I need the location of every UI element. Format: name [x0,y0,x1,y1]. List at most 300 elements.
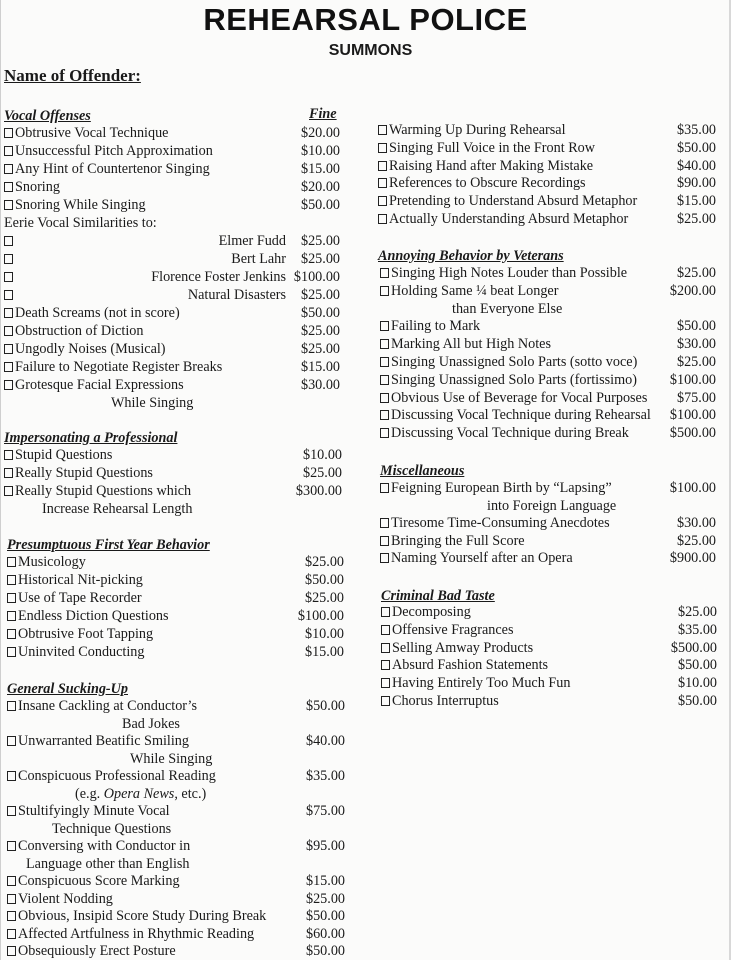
checkbox-icon[interactable] [381,696,390,706]
offense-label [381,674,570,692]
checkbox-icon[interactable] [7,736,16,746]
fine-amount: $50.00 [676,318,716,335]
checkbox-icon[interactable] [378,196,387,206]
offense-text: Unwarranted Beatific Smiling [18,733,189,749]
offense-text: Absurd Fashion Statements [392,657,549,674]
offense-text: Uninvited Conducting [18,644,145,660]
checkbox-icon[interactable] [378,161,387,171]
offense-text: References to Obscure Recordings [389,175,586,192]
offense-label [381,621,513,639]
section-heading-miscellaneous: Miscellaneous [380,463,465,479]
offense-row [7,571,344,589]
checkbox-icon[interactable] [380,357,389,367]
fine-amount: $30.00 [300,377,340,393]
offense-row [7,942,345,960]
offense-row [7,607,344,625]
offense-text: Conversing with Conductor in [18,838,191,854]
fine-amount: $300.00 [295,483,342,499]
offense-text: Endless Diction Questions [18,608,169,624]
offense-label [151,268,286,286]
offense-label [4,160,210,178]
checkbox-icon[interactable] [380,339,389,349]
fine-amount: $50.00 [305,943,345,959]
offense-text: Tiresome Time-Consuming Anecdotes [391,515,610,531]
document-title: REHEARSAL POLICE [203,2,528,37]
fine-amount: $25.00 [300,341,340,357]
offense-row [378,174,716,192]
offense-text: Stupid Questions [15,447,113,463]
offense-continuation: While Singing [130,750,213,767]
offense-text: Decomposing [392,604,471,620]
similarity-row [4,232,340,250]
checkbox-icon[interactable] [7,841,16,851]
checkbox-icon[interactable] [4,308,13,318]
fine-amount: $25.00 [300,233,340,249]
offense-label [188,286,286,304]
fine-amount: $50.00 [300,197,340,213]
similarity-row [4,286,340,304]
fine-amount: $50.00 [305,698,345,714]
fine-amount: $25.00 [304,554,344,570]
checkbox-icon[interactable] [378,125,387,135]
offense-text: Obtrusive Vocal Technique [15,125,169,141]
offense-label [7,643,145,661]
fine-amount: $90.00 [676,175,716,192]
publication-name: Opera News [103,785,175,802]
offense-row [7,643,344,661]
offense-label [231,250,286,268]
offense-label [380,549,573,567]
offense-label [7,732,189,750]
offense-label [380,479,612,497]
offense-row [7,732,345,750]
offense-row [7,890,345,908]
offense-row [4,196,340,214]
offense-text: Florence Foster Jenkins [151,269,286,285]
offense-continuation: Bad Jokes [122,715,180,732]
offense-row [380,479,716,497]
offense-row [378,121,716,139]
offense-row [378,210,716,228]
checkbox-icon[interactable] [4,236,13,246]
offense-label [378,157,593,175]
checkbox-icon[interactable] [4,362,13,372]
offense-row [4,160,340,178]
offense-label [378,192,637,210]
offense-label [4,358,222,376]
offense-text: Conspicuous Professional Reading [18,768,216,784]
offense-label [7,872,180,890]
checkbox-icon[interactable] [381,643,390,653]
offense-text: Historical Nit-picking [18,572,143,588]
offense-text: Singing Unassigned Solo Parts (fortissimo) [391,371,637,388]
checkbox-icon[interactable] [381,625,390,635]
offense-row [7,872,345,890]
offense-label [378,121,566,139]
checkbox-icon[interactable] [381,607,390,617]
checkbox-icon[interactable] [7,946,16,956]
fine-amount: $30.00 [676,515,716,531]
checkbox-icon[interactable] [7,611,16,621]
checkbox-icon[interactable] [380,410,389,420]
checkbox-icon[interactable] [380,375,389,385]
section-heading-vocal-offenses: Vocal Offenses [4,108,91,124]
section-heading-sucking-up: General Sucking-Up [7,681,128,697]
offense-label [4,196,146,214]
fine-amount: $75.00 [676,389,716,406]
fine-amount: $95.00 [305,838,345,854]
offense-row [381,621,717,639]
checkbox-icon[interactable] [4,164,13,174]
offense-label [378,210,628,228]
offense-label [4,124,168,142]
offense-label [4,340,166,358]
offense-row [380,264,716,282]
checkbox-icon[interactable] [4,200,13,210]
offense-label [4,178,60,196]
offense-text: Stultifyingly Minute Vocal [18,803,170,819]
offense-label [378,174,586,192]
fine-amount: $10.00 [302,447,342,463]
offender-name-label: Name of Offender: [4,66,141,85]
offense-row [4,358,340,376]
offense-label [7,571,143,589]
checkbox-icon[interactable] [7,771,16,781]
fine-amount: $15.00 [300,359,340,375]
eerie-similarities-label: Eerie Vocal Similarities to: [4,215,157,231]
offense-text: Pretending to Understand Absurd Metaphor [389,193,638,210]
offense-label [4,322,143,340]
checkbox-icon[interactable] [7,911,16,921]
fine-amount: $25.00 [677,604,717,620]
offense-label [381,639,533,657]
offense-label [380,335,551,353]
offense-row [380,514,716,532]
checkbox-icon[interactable] [380,268,389,278]
offense-label [7,767,216,785]
checkbox-icon[interactable] [381,678,390,688]
offense-text: Affected Artfulness in Rhythmic Reading [18,925,255,942]
offense-continuation: into Foreign Language [487,497,617,514]
checkbox-icon[interactable] [380,393,389,403]
offense-label [4,142,213,160]
offense-continuation: Technique Questions [52,820,172,837]
fine-amount: $75.00 [305,803,345,819]
fine-amount: $40.00 [676,157,716,174]
checkbox-icon[interactable] [7,876,16,886]
offense-label [380,353,637,371]
fine-amount: $100.00 [297,608,344,624]
offense-label [7,907,266,925]
checkbox-icon[interactable] [7,593,16,603]
offense-text: Failure to Negotiate Register Breaks [15,359,223,375]
checkbox-icon[interactable] [7,701,16,711]
document-subtitle: SUMMONS [328,42,413,59]
fine-amount: $25.00 [676,211,716,227]
offense-label [380,532,525,550]
offense-row [381,656,717,674]
fine-amount: $50.00 [300,305,340,321]
offense-text: Chorus Interruptus [392,693,499,709]
offense-text: Selling Amway Products [392,639,534,656]
offense-label [7,925,254,943]
checkbox-icon[interactable] [380,321,389,331]
offense-row [380,549,716,567]
offense-row [380,282,716,300]
checkbox-icon[interactable] [378,178,387,188]
checkbox-icon[interactable] [378,143,387,153]
section-heading-first-year: Presumptuous First Year Behavior [7,537,210,553]
fine-amount: $35.00 [305,768,345,784]
offense-text: Grotesque Facial Expressions [15,377,184,393]
offense-row [378,157,716,175]
fine-amount: $900.00 [669,550,716,566]
checkbox-icon[interactable] [380,518,389,528]
offense-row [380,317,716,335]
offense-text: Elmer Fudd [218,233,286,249]
checkbox-icon[interactable] [380,428,389,438]
offense-label [380,514,610,532]
offense-text: Obvious Use of Beverage for Vocal Purposes [391,389,648,406]
fine-amount: $25.00 [304,590,344,606]
fine-amount: $50.00 [677,693,717,709]
offense-text: Musicology [18,554,86,570]
fine-amount: $25.00 [676,532,716,549]
offense-text: Discussing Vocal Technique during Rehearsal [391,407,651,424]
offense-label [7,697,197,715]
checkbox-icon[interactable] [4,290,13,300]
fine-column-header: Fine [309,106,337,122]
checkbox-icon[interactable] [380,483,389,493]
offense-label [7,890,113,908]
offense-text: Obvious, Insipid Score Study During Break [18,908,267,924]
fine-amount: $100.00 [669,371,716,388]
checkbox-icon[interactable] [4,380,13,390]
checkbox-icon[interactable] [7,575,16,585]
offense-label [4,446,112,464]
checkbox-icon[interactable] [4,344,13,354]
fine-amount: $100.00 [293,269,340,285]
offense-text: Obsequiously Erect Posture [18,943,176,959]
offense-label [7,607,169,625]
similarity-row [4,250,340,268]
section-heading-impersonating: Impersonating a Professional [4,430,178,446]
offense-label [7,553,86,571]
checkbox-icon[interactable] [7,557,16,567]
offense-text: Singing High Notes Louder than Possible [391,265,628,281]
offense-text: Any Hint of Countertenor Singing [15,161,210,177]
offense-row [4,322,340,340]
offense-row [381,603,717,621]
offense-text: Holding Same ¼ beat Longer [391,282,559,299]
offense-text: Obstruction of Diction [15,323,144,339]
checkbox-icon[interactable] [380,286,389,296]
offense-text: Singing Unassigned Solo Parts (sotto voce) [391,354,638,370]
fine-amount: $500.00 [670,639,717,656]
fine-amount: $40.00 [305,733,345,749]
offense-row [4,464,342,482]
offense-label [380,389,647,407]
offense-text: Snoring While Singing [15,197,146,213]
checkbox-icon[interactable] [4,486,13,496]
similarity-row [4,268,340,286]
offense-row [7,589,344,607]
offense-row [7,837,345,855]
offense-row [7,925,345,943]
fine-amount: $50.00 [677,657,717,674]
offense-row [7,553,344,571]
offense-label [380,282,558,300]
checkbox-icon[interactable] [4,450,13,460]
fine-amount: $25.00 [302,465,342,481]
checkbox-icon[interactable] [7,647,16,657]
offense-label [7,802,170,820]
offense-text: Having Entirely Too Much Fun [392,675,571,692]
checkbox-icon[interactable] [7,894,16,904]
fine-amount: $60.00 [305,925,345,942]
fine-amount: $50.00 [676,139,716,156]
checkbox-icon[interactable] [7,929,16,939]
checkbox-icon[interactable] [378,214,387,224]
checkbox-icon[interactable] [380,536,389,546]
offense-label [4,464,153,482]
offense-row [4,340,340,358]
section-heading-bad-taste: Criminal Bad Taste [381,588,495,604]
offense-row [7,625,344,643]
offense-text: Singing Full Voice in the Front Row [389,139,596,156]
offense-continuation: While Singing [111,395,194,411]
checkbox-icon[interactable] [7,806,16,816]
offense-row [7,697,345,715]
offense-label [7,837,190,855]
fine-amount: $25.00 [305,890,345,907]
offense-text: Death Screams (not in score) [15,305,180,321]
offense-text: Obtrusive Foot Tapping [18,626,154,642]
offense-text: Ungodly Noises (Musical) [15,341,166,357]
offense-text: Use of Tape Recorder [18,590,142,606]
offense-row [4,446,342,464]
offense-row [4,376,340,394]
section-heading-veterans: Annoying Behavior by Veterans [378,248,564,264]
offense-row [380,371,716,389]
fine-amount: $100.00 [669,480,716,496]
offense-continuation: (e.g. Opera News, etc.) [75,785,207,802]
offense-text: Actually Understanding Absurd Metaphor [389,211,629,227]
fine-amount: $25.00 [300,287,340,303]
offense-row [4,304,340,322]
checkbox-icon[interactable] [4,468,13,478]
offense-label [380,264,627,282]
offense-label [378,139,595,157]
offense-label [380,371,637,389]
fine-amount: $10.00 [304,626,344,642]
offense-row [378,139,716,157]
offense-label [4,376,184,394]
checkbox-icon[interactable] [381,660,390,670]
fine-amount: $15.00 [676,193,716,210]
offense-continuation: Increase Rehearsal Length [42,501,193,517]
fine-amount: $200.00 [669,282,716,299]
fine-amount: $15.00 [300,161,340,177]
offense-row [380,406,716,424]
fine-amount: $50.00 [304,572,344,588]
checkbox-icon[interactable] [380,553,389,563]
offense-text: Conspicuous Score Marking [18,873,180,889]
fine-amount: $25.00 [676,354,716,370]
checkbox-icon[interactable] [7,629,16,639]
offense-row [7,802,345,820]
offense-label [7,625,153,643]
offense-text: Unsuccessful Pitch Approximation [15,143,213,159]
offense-text: Failing to Mark [391,318,481,335]
offense-label [381,692,499,710]
fine-amount: $10.00 [677,675,717,692]
offense-text: Offensive Fragrances [392,621,514,638]
fine-amount: $35.00 [676,122,716,138]
fine-amount: $50.00 [305,908,345,924]
fine-amount: $30.00 [676,336,716,353]
offense-row [4,124,340,142]
offense-row [380,353,716,371]
offense-label [380,317,480,335]
left-edge-line [0,0,1,960]
fine-amount: $15.00 [305,873,345,889]
offense-label [4,482,191,500]
offense-row [380,424,716,442]
offense-text: Discussing Vocal Technique during Break [391,425,629,442]
offense-row [381,692,717,710]
checkbox-icon[interactable] [4,146,13,156]
offense-row [7,907,345,925]
offense-text: Naming Yourself after an Opera [391,550,573,566]
offense-text: Natural Disasters [187,287,286,303]
offense-row [4,482,342,500]
checkbox-icon[interactable] [4,182,13,192]
offense-text: Snoring [15,179,60,195]
offense-label [4,304,180,322]
offense-label [380,424,629,442]
checkbox-icon[interactable] [4,254,13,264]
fine-amount: $25.00 [300,251,340,267]
offense-text: Bert Lahr [231,251,286,267]
fine-amount: $25.00 [300,323,340,339]
offense-row [380,389,716,407]
offense-text: Warming Up During Rehearsal [389,122,566,138]
offense-row [4,142,340,160]
offense-label [219,232,286,250]
offense-text: Really Stupid Questions [15,465,153,481]
offense-text: Bringing the Full Score [391,532,525,549]
offense-row [381,639,717,657]
checkbox-icon[interactable] [4,272,13,282]
offense-continuation: Language other than English [26,855,190,872]
offense-row [7,767,345,785]
fine-amount: $20.00 [300,179,340,195]
offense-row [4,178,340,196]
fine-amount: $10.00 [300,143,340,159]
fine-amount: $500.00 [669,425,716,442]
checkbox-icon[interactable] [4,326,13,336]
fine-amount: $20.00 [300,125,340,141]
offense-text: Insane Cackling at Conductor’s [18,698,198,714]
offense-row [380,335,716,353]
checkbox-icon[interactable] [4,128,13,138]
offense-label [7,589,142,607]
fine-amount: $15.00 [304,644,344,660]
offense-row [381,674,717,692]
fine-amount: $100.00 [669,407,716,424]
offense-text: Violent Nodding [18,890,113,907]
